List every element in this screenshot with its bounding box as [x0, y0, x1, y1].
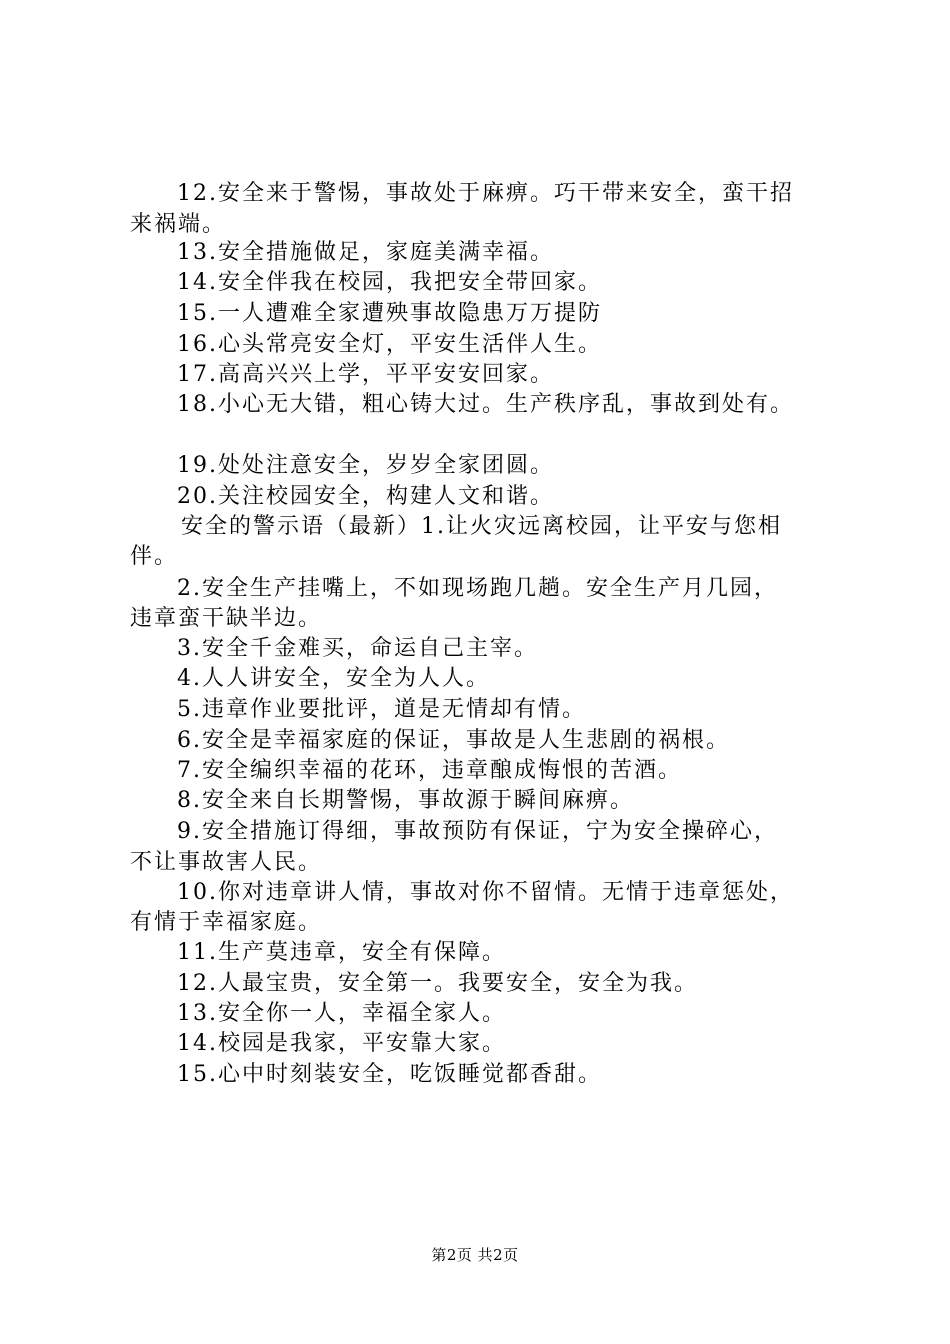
text-line-22: 不让事故害人民。 — [130, 850, 323, 875]
text-line-29: 15.心中时刻装安全，吃饭睡觉都香甜。 — [177, 1062, 602, 1087]
text-line-3: 13.安全措施做足，家庭美满幸福。 — [177, 240, 554, 265]
section-heading-line: 安全的警示语（最新）1.让火灾远离校园，让平安与您相 — [181, 514, 782, 539]
text-line-19: 7.安全编织幸福的花环，违章酿成悔恨的苦酒。 — [177, 758, 682, 783]
text-line-13: 2.安全生产挂嘴上，不如现场跑几趟。安全生产月几园， — [177, 576, 778, 601]
text-line-21: 9.安全措施订得细，事故预防有保证，宁为安全操碎心， — [177, 819, 778, 844]
text-line-23: 10.你对违章讲人情，事故对你不留情。无情于违章惩处， — [177, 880, 794, 905]
text-line-18: 6.安全是幸福家庭的保证，事故是人生悲剧的祸根。 — [177, 728, 730, 753]
text-line-7: 17.高高兴兴上学，平平安安回家。 — [177, 362, 554, 387]
text-line-9: 19.处处注意安全，岁岁全家团圆。 — [177, 453, 554, 478]
text-line-20: 8.安全来自长期警惕，事故源于瞬间麻痹。 — [177, 788, 634, 813]
text-line-24: 有情于幸福家庭。 — [130, 910, 323, 935]
text-line-8: 18.小心无大错，粗心铸大过。生产秩序乱，事故到处有。 — [177, 392, 794, 417]
text-line-15: 3.安全千金难买，命运自己主宰。 — [177, 636, 538, 661]
text-line-28: 14.校园是我家，平安靠大家。 — [177, 1031, 506, 1056]
text-line-27: 13.安全你一人，幸福全家人。 — [177, 1001, 506, 1026]
text-line-25: 11.生产莫违章，安全有保障。 — [177, 940, 506, 965]
text-line-1: 12.安全来于警惕，事故处于麻痹。巧干带来安全，蛮干招 — [177, 181, 794, 206]
text-line-12: 伴。 — [130, 544, 179, 569]
text-line-10: 20.关注校园安全，构建人文和谐。 — [177, 484, 554, 509]
text-line-17: 5.违章作业要批评，道是无情却有情。 — [177, 697, 586, 722]
text-line-5: 15.一人遭难全家遭殃事故隐患万万提防 — [177, 301, 602, 326]
text-line-4: 14.安全伴我在校园，我把安全带回家。 — [177, 270, 602, 295]
text-line-16: 4.人人讲安全，安全为人人。 — [177, 666, 490, 691]
text-line-6: 16.心头常亮安全灯，平安生活伴人生。 — [177, 332, 602, 357]
page-footer: 第2页 共2页 — [431, 1246, 519, 1264]
text-line-14: 违章蛮干缺半边。 — [130, 606, 323, 631]
text-line-2: 来祸端。 — [130, 212, 227, 237]
text-line-26: 12.人最宝贵，安全第一。我要安全，安全为我。 — [177, 971, 698, 996]
